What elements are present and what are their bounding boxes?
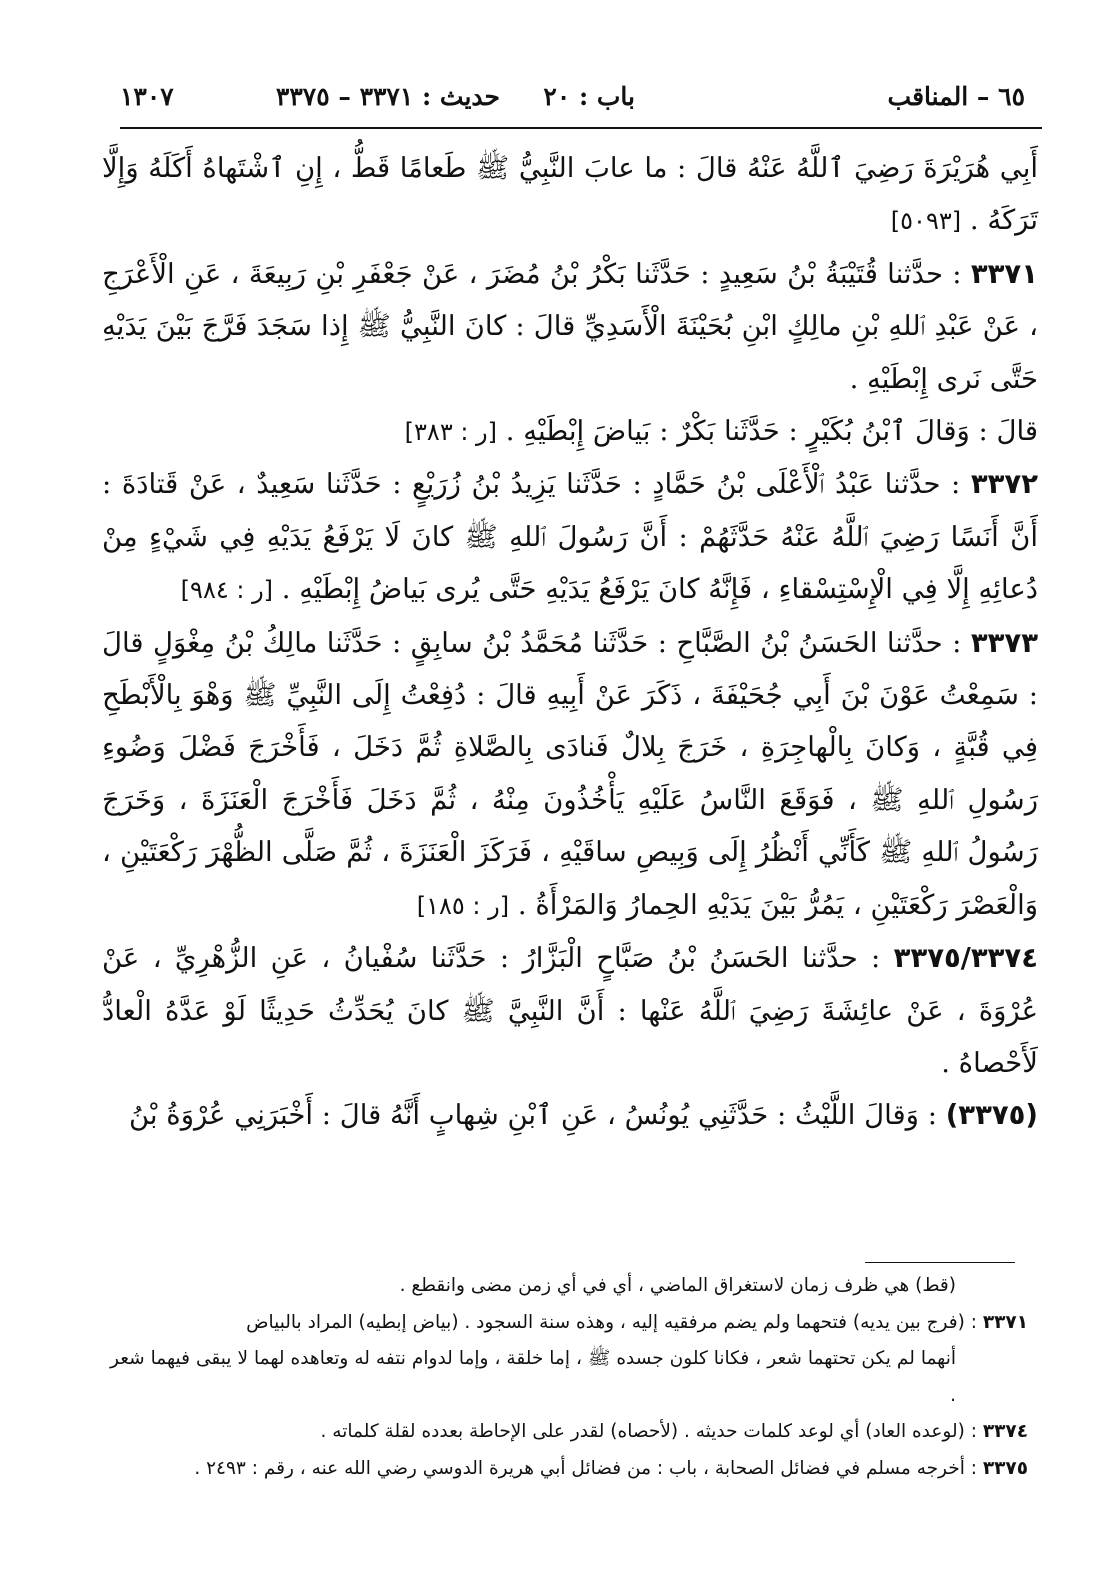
hadith-3372: [102, 458, 1038, 616]
hadith-3373: [102, 617, 1038, 932]
hadith-text: قالَ : وَقالَ ٱبْنُ بُكَيْرٍ : حَدَّثَنا بَكْرٌ : بَياضَ إِبْطَيْهِ .: [505, 415, 1038, 448]
hadith-text: : حدَّثنا قُتَيْبَةُ بْنُ سَعِيدٍ : حَدَّثَنا بَكْرُ بْنُ مُضَرَ ، عَنْ جَعْفَرِ بْنِ رَبِيعَةَ ، عَنِ الْأَعْرَجِ ، عَنْ عَبْدِ ٱللهِ بْنِ مالِكٍ ابْنِ بُحَيْنَةَ الْأَسَدِيِّ قالَ : كانَ النَّبِيُّ ﷺ إِذا سَجَدَ فَرَّجَ بَيْنَ يَدَيْهِ حَتَّى نَرى إِبْطَيْهِ .: [102, 257, 1038, 395]
hadith-3371-addendum: [102, 405, 1038, 458]
footnotes: [110, 1268, 1028, 1488]
footnote-text: : (فرج بين يديه) فتحهما ولم يضم مرفقيه إليه ، وهذه سنة السجود . (بياض إبطيه) المراد بالبياض: [246, 1311, 983, 1333]
page-header: [120, 82, 1025, 122]
cross-reference: [ر : ٣٨٣]: [404, 418, 497, 447]
hadith-3371: [102, 248, 1038, 405]
page-number: ١٣٠٧: [120, 82, 174, 111]
footnote-rule: [865, 1262, 1015, 1263]
hadith-number: ٣٣٧٢: [970, 468, 1038, 501]
hadith-number: ٣٣٧٣: [970, 626, 1038, 659]
footnote: [110, 1414, 1028, 1451]
hadith-text: : حدَّثنا الحَسَنُ بْنُ الصَّبَّاحِ : حَدَّثَنا مُحَمَّدُ بْنُ سابِقٍ : حَدَّثَنا مالِكُ بْنُ مِغْوَلٍ قالَ : سَمِعْتُ عَوْنَ بْنَ أَبِي جُحَيْفَةَ ، ذَكَرَ عَنْ أَبِيهِ قالَ : دُفِعْتُ إِلَى النَّبِيِّ ﷺ وَهْوَ بِالْأَبْطَحِ فِي قُبَّةٍ ، وَكانَ بِالْهاجِرَةِ ، خَرَجَ بِلالٌ فَنادَى بِالصَّلاةِ ثُمَّ دَخَلَ ، فَأَخْرَجَ فَضْلَ وَضُوءِ رَسُولِ ٱللهِ ﷺ ، فَوَقَعَ النَّاسُ عَلَيْهِ يَأْخُذُونَ مِنْهُ ، ثُمَّ دَخَلَ فَأَخْرَجَ الْعَنَزَةَ ، وَخَرَجَ رَسُولُ ٱللهِ ﷺ كَأَنِّي أَنْظُرُ إِلَى وَبِيصِ ساقَيْهِ ، فَرَكَزَ الْعَنَزَةَ ، ثُمَّ صَلَّى الظُّهْرَ رَكْعَتَيْنِ ، وَالْعَصْرَ رَكْعَتَيْنِ ، يَمُرُّ بَيْنَ يَدَيْهِ الحِمارُ وَالمَرْأَةُ .: [102, 626, 1038, 921]
cross-reference: [ر : ١٨٥]: [416, 891, 510, 920]
footnote-number: ٣٣٧١: [982, 1311, 1028, 1333]
cross-reference: [ر : ٩٨٤]: [180, 576, 274, 605]
footnote-text: : أخرجه مسلم في فضائل الصحابة ، باب : من فضائل أبي هريرة الدوسي رضي الله عنه ، رقم : ٢٤٩٣ .: [194, 1457, 983, 1479]
hadith-number: ٣٣٧١: [970, 257, 1038, 290]
main-text: [102, 142, 1038, 1142]
header-rule: [120, 127, 1042, 129]
footnote-text: : (لوعده العاد) أي لوعد كلمات حديثه . (لأحصاه) لقدر على الإحاطة بعدده لقلة كلماته .: [320, 1421, 983, 1443]
footnote: [110, 1305, 1028, 1342]
cross-reference: [٥٠٩٣]: [890, 207, 962, 236]
chapter-title: ٦٥ – المناقب: [887, 82, 1025, 111]
hadith-range: حديث : ٣٣٧١ – ٣٣٧٥: [275, 82, 500, 111]
footnote: (قط) هي ظرف زمان لاستغراق الماضي ، أي في أي زمن مضى وانقطع .: [399, 1275, 956, 1296]
paragraph-continuation: [102, 142, 1038, 248]
footnote-continuation: أنهما لم يكن تحتهما شعر ، فكانا كلون جسده ﷺ ، إما خلقة ، وإما لدوام نتفه له وتعاهده لهما لا يبقى فيهما شعر .: [110, 1348, 956, 1406]
hadith-text: : وَقالَ اللَّيْثُ : حَدَّثَنِي يُونُسُ ، عَنِ ٱبْنِ شِهابٍ أَنَّهُ قالَ : أَخْبَرَنِي عُرْوَةُ بْنُ: [128, 1099, 946, 1132]
hadith-text: : حدَّثنا الحَسَنُ بْنُ صَبَّاحٍ الْبَزَّارُ : حَدَّثَنا سُفْيانُ ، عَنِ الزُّهْرِيِّ ، عَنْ عُرْوَةَ ، عَنْ عائِشَةَ رَضِيَ ٱللَّهُ عَنْها : أَنَّ النَّبِيَّ ﷺ كانَ يُحَدِّثُ حَدِيثًا لَوْ عَدَّهُ الْعادُّ لَأَحْصاهُ .: [102, 942, 1038, 1079]
hadith-3374: [102, 932, 1038, 1089]
footnote-number: ٣٣٧٤: [982, 1421, 1028, 1443]
bab-number: باب : ٢٠: [543, 82, 635, 111]
continuation-text: أَبِي هُرَيْرَةَ رَضِيَ ٱللَّهُ عَنْهُ قالَ : ما عابَ النَّبِيُّ ﷺ طَعامًا قَطُّ ، إِنِ ٱشْتَهاهُ أَكَلَهُ وَإِلَّا تَرَكَهُ .: [102, 152, 1038, 237]
hadith-text: : حدَّثنا عَبْدُ ٱلْأَعْلَى بْنُ حَمَّادٍ : حَدَّثَنا يَزِيدُ بْنُ زُرَيْعٍ : حَدَّثَنا سَعِيدٌ ، عَنْ قَتادَةَ : أَنَّ أَنَسًا رَضِيَ ٱللَّهُ عَنْهُ حَدَّثَهُمْ : أَنَّ رَسُولَ ٱللهِ ﷺ كانَ لَا يَرْفَعُ يَدَيْهِ فِي شَيْءٍ مِنْ دُعائِهِ إِلَّا فِي الْإِسْتِسْقاءِ ، فَإِنَّهُ كانَ يَرْفَعُ يَدَيْهِ حَتَّى يُرى بَياضُ إِبْطَيْهِ .: [102, 468, 1038, 606]
hadith-number: (٣٣٧٥): [945, 1099, 1038, 1132]
footnote-number: ٣٣٧٥: [982, 1457, 1028, 1479]
hadith-3375: [102, 1089, 1038, 1141]
hadith-number: ٣٣٧٥/٣٣٧٤: [893, 942, 1038, 975]
footnote: [110, 1451, 1028, 1488]
